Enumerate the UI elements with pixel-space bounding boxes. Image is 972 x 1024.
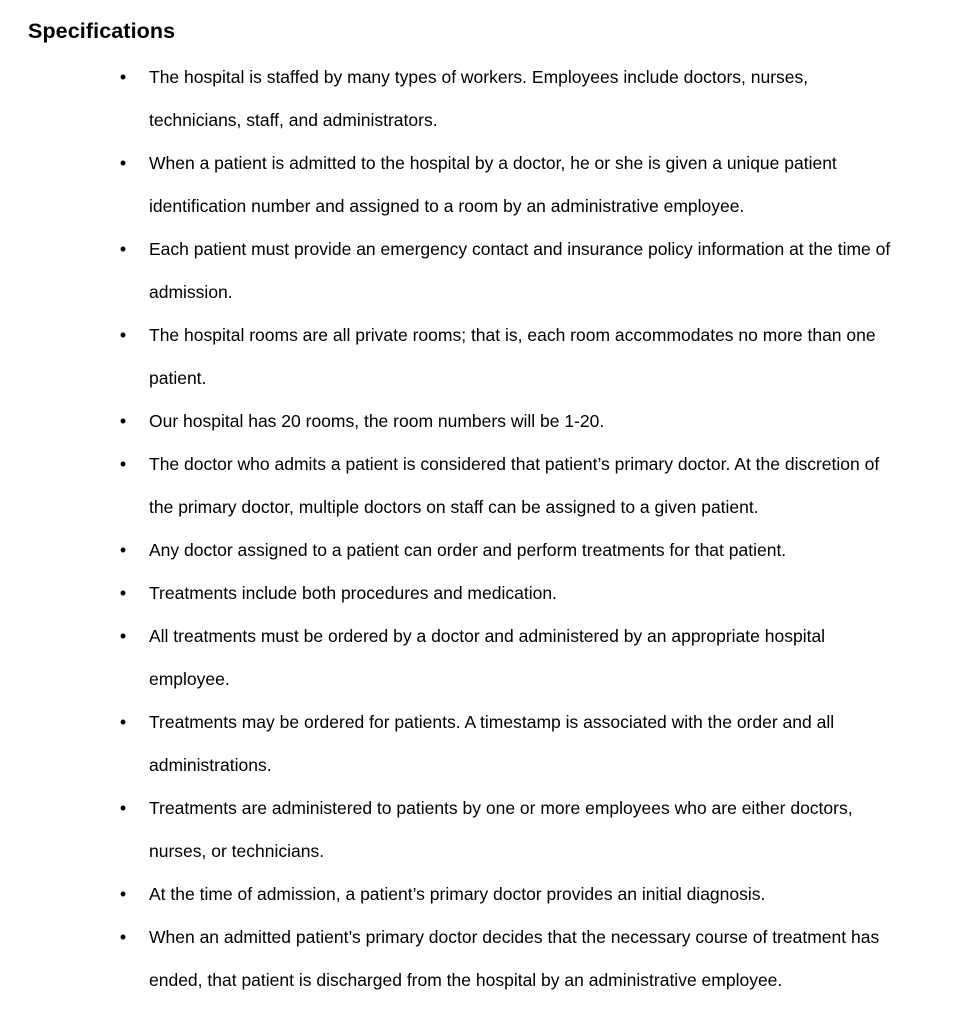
- spec-item: [0, 701, 972, 787]
- spec-item-text: the primary doctor, multiple doctors on staff can be assigned to a given patient.: [149, 497, 759, 517]
- spec-item-text: The doctor who admits a patient is considered that patient’s primary doctor. At the discretion of: [149, 454, 880, 474]
- spec-item-text: technicians, staff, and administrators.: [149, 110, 438, 130]
- bullet-icon: •: [119, 626, 127, 646]
- spec-item-text: identification number and assigned to a room by an administrative employee.: [149, 196, 745, 216]
- spec-item: [0, 572, 972, 615]
- spec-item-text: administrations.: [149, 755, 272, 775]
- spec-item-text: ended, that patient is discharged from the hospital by an administrative employee.: [149, 970, 783, 990]
- specifications-list: [0, 56, 972, 1002]
- spec-item-text: Any doctor assigned to a patient can order and perform treatments for that patient.: [149, 540, 787, 560]
- spec-item-text: employee.: [149, 669, 230, 689]
- spec-item: [0, 443, 972, 529]
- spec-item: [0, 228, 972, 314]
- spec-item-text: The hospital is staffed by many types of workers. Employees include doctors, nurses,: [149, 67, 809, 87]
- spec-item: [0, 916, 972, 1002]
- bullet-icon: •: [119, 67, 127, 87]
- spec-item: [0, 873, 972, 916]
- spec-item-text: At the time of admission, a patient’s primary doctor provides an initial diagnosis.: [149, 884, 766, 904]
- spec-item-text: Each patient must provide an emergency contact and insurance policy information at the time of: [149, 239, 891, 259]
- spec-item: [0, 142, 972, 228]
- spec-item: [0, 314, 972, 400]
- bullet-icon: •: [119, 927, 127, 947]
- bullet-icon: •: [119, 325, 127, 345]
- spec-item-text: patient.: [149, 368, 207, 388]
- bullet-icon: •: [119, 540, 127, 560]
- spec-item-text: Treatments include both procedures and medication.: [149, 583, 557, 603]
- spec-item-text: All treatments must be ordered by a doctor and administered by an appropriate hospital: [149, 626, 826, 646]
- bullet-icon: •: [119, 454, 127, 474]
- spec-item: [0, 56, 972, 142]
- spec-item: [0, 400, 972, 443]
- spec-item-text: admission.: [149, 282, 233, 302]
- spec-item: [0, 787, 972, 873]
- spec-item-text: When an admitted patient’s primary doctor decides that the necessary course of treatment has: [149, 927, 880, 947]
- bullet-icon: •: [119, 239, 127, 259]
- bullet-icon: •: [119, 583, 127, 603]
- spec-item-text: Our hospital has 20 rooms, the room numbers will be 1-20.: [149, 411, 605, 431]
- spec-item-text: The hospital rooms are all private rooms; that is, each room accommodates no more than one: [149, 325, 876, 345]
- section-heading: Specifications: [28, 19, 176, 43]
- bullet-icon: •: [119, 411, 127, 431]
- spec-item-text: Treatments may be ordered for patients. A timestamp is associated with the order and all: [149, 712, 835, 732]
- spec-item-text: Treatments are administered to patients by one or more employees who are either doctors,: [149, 798, 853, 818]
- bullet-icon: •: [119, 712, 127, 732]
- spec-item-text: nurses, or technicians.: [149, 841, 325, 861]
- spec-item-text: When a patient is admitted to the hospital by a doctor, he or she is given a unique patient: [149, 153, 837, 173]
- spec-item: [0, 529, 972, 572]
- spec-item: [0, 615, 972, 701]
- bullet-icon: •: [119, 798, 127, 818]
- bullet-icon: •: [119, 884, 127, 904]
- bullet-icon: •: [119, 153, 127, 173]
